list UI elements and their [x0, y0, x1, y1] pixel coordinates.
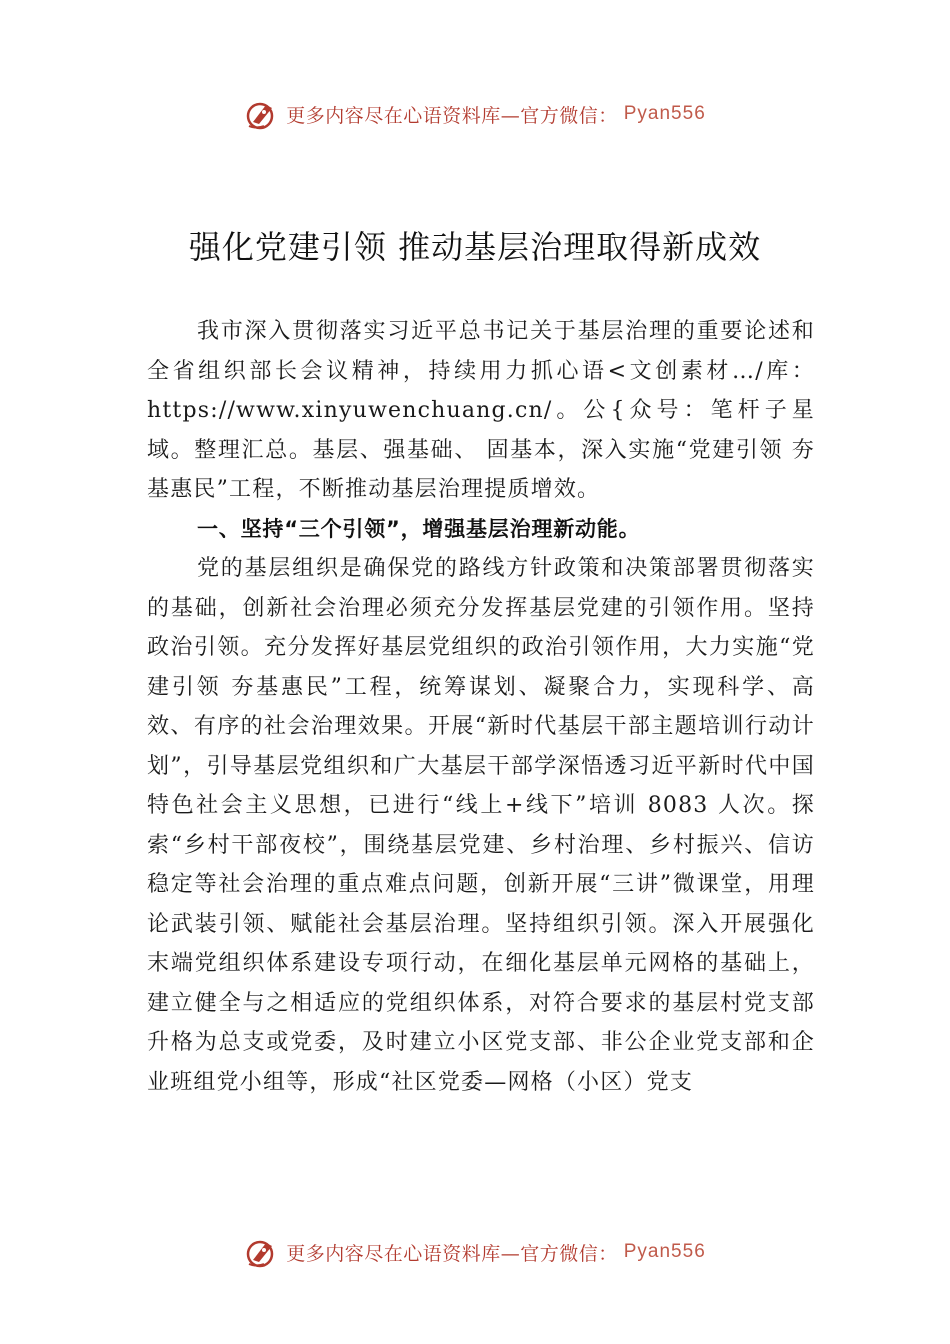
intro-paragraph: 我市深入贯彻落实习近平总书记关于基层治理的重要论述和全省组织部长会议精神，持续用力抓心语<文创素材…/库：https://www.xinyuwenchuang.cn/。公{众号：笔杆子星域。整理汇总。基层、强基础、 固基本，深入实施“党建引领 夯基惠民”工程，不断推动基层治理提质增效。 — [147, 319, 815, 502]
header-watermark-banner — [0, 94, 950, 134]
pen-nib-logo-icon — [244, 96, 280, 132]
footer-watermark-banner — [0, 1232, 950, 1272]
banner-wechat-id: Pyan556 — [623, 1241, 706, 1262]
banner-text: 更多内容尽在心语资料库—官方微信： — [286, 104, 618, 127]
banner-wechat-id: Pyan556 — [623, 103, 706, 124]
section-heading: 一、坚持“三个引领”，增强基层治理新动能。 — [197, 516, 641, 541]
banner-text: 更多内容尽在心语资料库—官方微信： — [286, 1242, 618, 1265]
document-body — [147, 312, 815, 1102]
page-title: 强化党建引领 推动基层治理取得新成效 — [188, 228, 762, 266]
section-paragraph: 党的基层组织是确保党的路线方针政策和决策部署贯彻落实的基础，创新社会治理必须充分发挥基层党建的引领作用。坚持政治引领。充分发挥好基层党组织的政治引领作用，大力实施“党建引领 夯基惠民”工程，统筹谋划、凝聚合力，实现科学、高效、有序的社会治理效果。开展“新时代基层干部主题培训行动计划”，引导基层党组织和广大基层干部学深悟透习近平新时代中国特色社会主义思想，已进行“线上+线下”培训 8083 人次。探索“乡村干部夜校”，围绕基层党建、乡村治理、乡村振兴、信访稳定等社会治理的重点难点问题，创新开展“三讲”微课堂，用理论武装引领、赋能社会基层治理。坚持组织引领。深入开展强化末端党组织体系建设专项行动，在细化基层单元网格的基础上，建立健全与之相适应的党组织体系，对符合要求的基层村党支部升格为总支或党委，及时建立小区党支部、非公企业党支部和企业班组党小组等，形成“社区党委—网格（小区）党支 — [147, 556, 815, 1095]
pen-nib-logo-icon — [244, 1234, 280, 1270]
